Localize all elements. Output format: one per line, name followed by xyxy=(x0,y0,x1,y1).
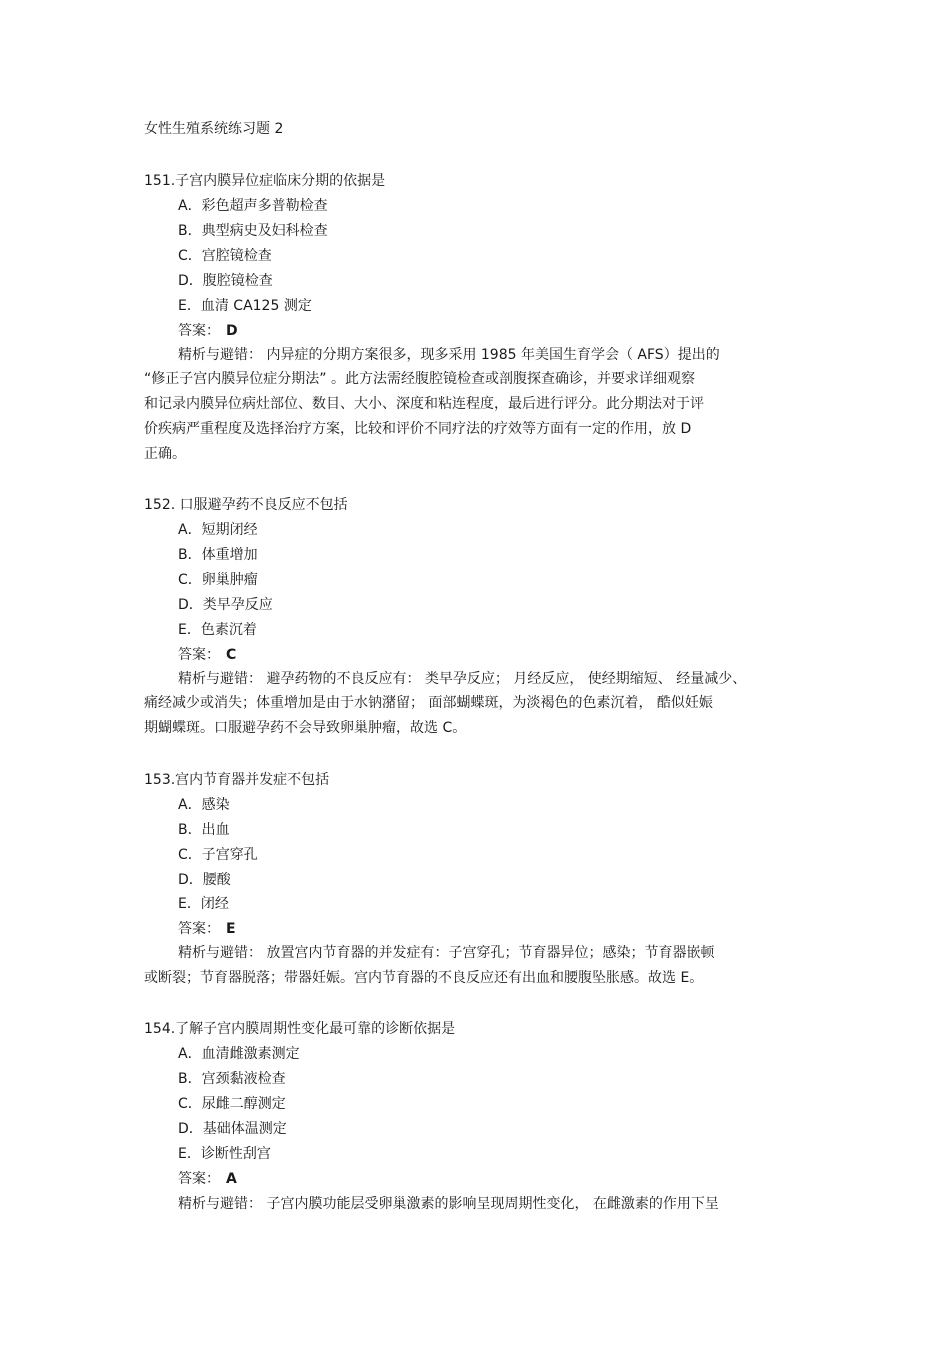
option-c: C．子宫穿孔 xyxy=(178,847,258,863)
explanation-line: 痛经减少或消失；体重增加是由于水钠潴留； 面部蝴蝶斑，为淡褐色的色素沉着， 酷似妊娠 xyxy=(144,695,713,711)
answer-value: C xyxy=(226,647,237,663)
answer-label: 答案： xyxy=(178,647,220,663)
explanation-line: 精析与避错： 避孕药物的不良反应有： 类早孕反应； 月经反应， 使经期缩短、 经量减少、 xyxy=(178,671,747,687)
option-b: B．体重增加 xyxy=(178,547,258,563)
explanation-line: 或断裂；节育器脱落；带器妊娠。宫内节育器的不良反应还有出血和腰腹坠胀感。故选 E。 xyxy=(144,970,704,986)
explanation-line: 期蝴蝶斑。口服避孕药不会导致卵巢肿瘤，故选 C。 xyxy=(144,720,467,736)
document-title: 女性生殖系统练习题 2 xyxy=(144,121,284,137)
answer-value: E xyxy=(226,921,236,937)
question-153: 153.宫内节育器并发症不包括 xyxy=(144,772,330,788)
option-e: E．色素沉着 xyxy=(178,622,257,638)
option-a: A．血清雌激素测定 xyxy=(178,1046,300,1062)
option-c: C．宫腔镜检查 xyxy=(178,248,272,264)
option-c: C．卵巢肿瘤 xyxy=(178,572,258,588)
answer-line xyxy=(178,322,238,340)
explanation-line: 价疾病严重程度及选择治疗方案，比较和评价不同疗法的疗效等方面有一定的作用，放 D xyxy=(144,421,692,437)
option-e: E．闭经 xyxy=(178,896,229,912)
question-154: 154.了解子宫内膜周期性变化最可靠的诊断依据是 xyxy=(144,1021,456,1037)
option-e: E．血清 CA125 测定 xyxy=(178,298,312,314)
option-d: D．腹腔镜检查 xyxy=(178,273,273,289)
option-a: A．彩色超声多普勒检查 xyxy=(178,198,328,214)
answer-line xyxy=(178,646,236,664)
question-152: 152. 口服避孕药不良反应不包括 xyxy=(144,497,348,513)
option-b: B．宫颈黏液检查 xyxy=(178,1071,286,1087)
explanation-line: 和记录内膜异位病灶部位、数目、大小、深度和粘连程度，最后进行评分。此分期法对于评 xyxy=(144,396,704,412)
question-151: 151.子宫内膜异位症临床分期的依据是 xyxy=(144,173,386,189)
explanation-line: 正确。 xyxy=(144,446,186,462)
explanation-line: “修正子宫内膜异位症分期法” 。此方法需经腹腔镜检查或剖腹探查确诊，并要求详细观察 xyxy=(144,371,695,387)
answer-label: 答案： xyxy=(178,323,220,339)
explanation-line: 精析与避错： 内异症的分期方案很多，现多采用 1985 年美国生育学会（ AFS）提出的 xyxy=(178,347,720,363)
option-e: E．诊断性刮宫 xyxy=(178,1146,271,1162)
option-b: B．典型病史及妇科检查 xyxy=(178,223,328,239)
option-a: A．感染 xyxy=(178,797,230,813)
explanation-line: 精析与避错： 子宫内膜功能层受卵巢激素的影响呈现周期性变化， 在雌激素的作用下呈 xyxy=(178,1196,719,1212)
answer-line xyxy=(178,1170,237,1188)
explanation-line: 精析与避错： 放置宫内节育器的并发症有：子宫穿孔；节育器异位；感染；节育器嵌顿 xyxy=(178,945,715,961)
answer-label: 答案： xyxy=(178,921,220,937)
option-d: D．类早孕反应 xyxy=(178,597,273,613)
answer-line xyxy=(178,920,236,938)
option-b: B．出血 xyxy=(178,822,230,838)
option-c: C．尿雌二醇测定 xyxy=(178,1096,286,1112)
answer-value: D xyxy=(226,323,238,339)
option-d: D．腰酸 xyxy=(178,872,231,888)
option-d: D．基础体温测定 xyxy=(178,1121,287,1137)
option-a: A．短期闭经 xyxy=(178,522,258,538)
answer-label: 答案： xyxy=(178,1171,220,1187)
answer-value: A xyxy=(226,1171,237,1187)
